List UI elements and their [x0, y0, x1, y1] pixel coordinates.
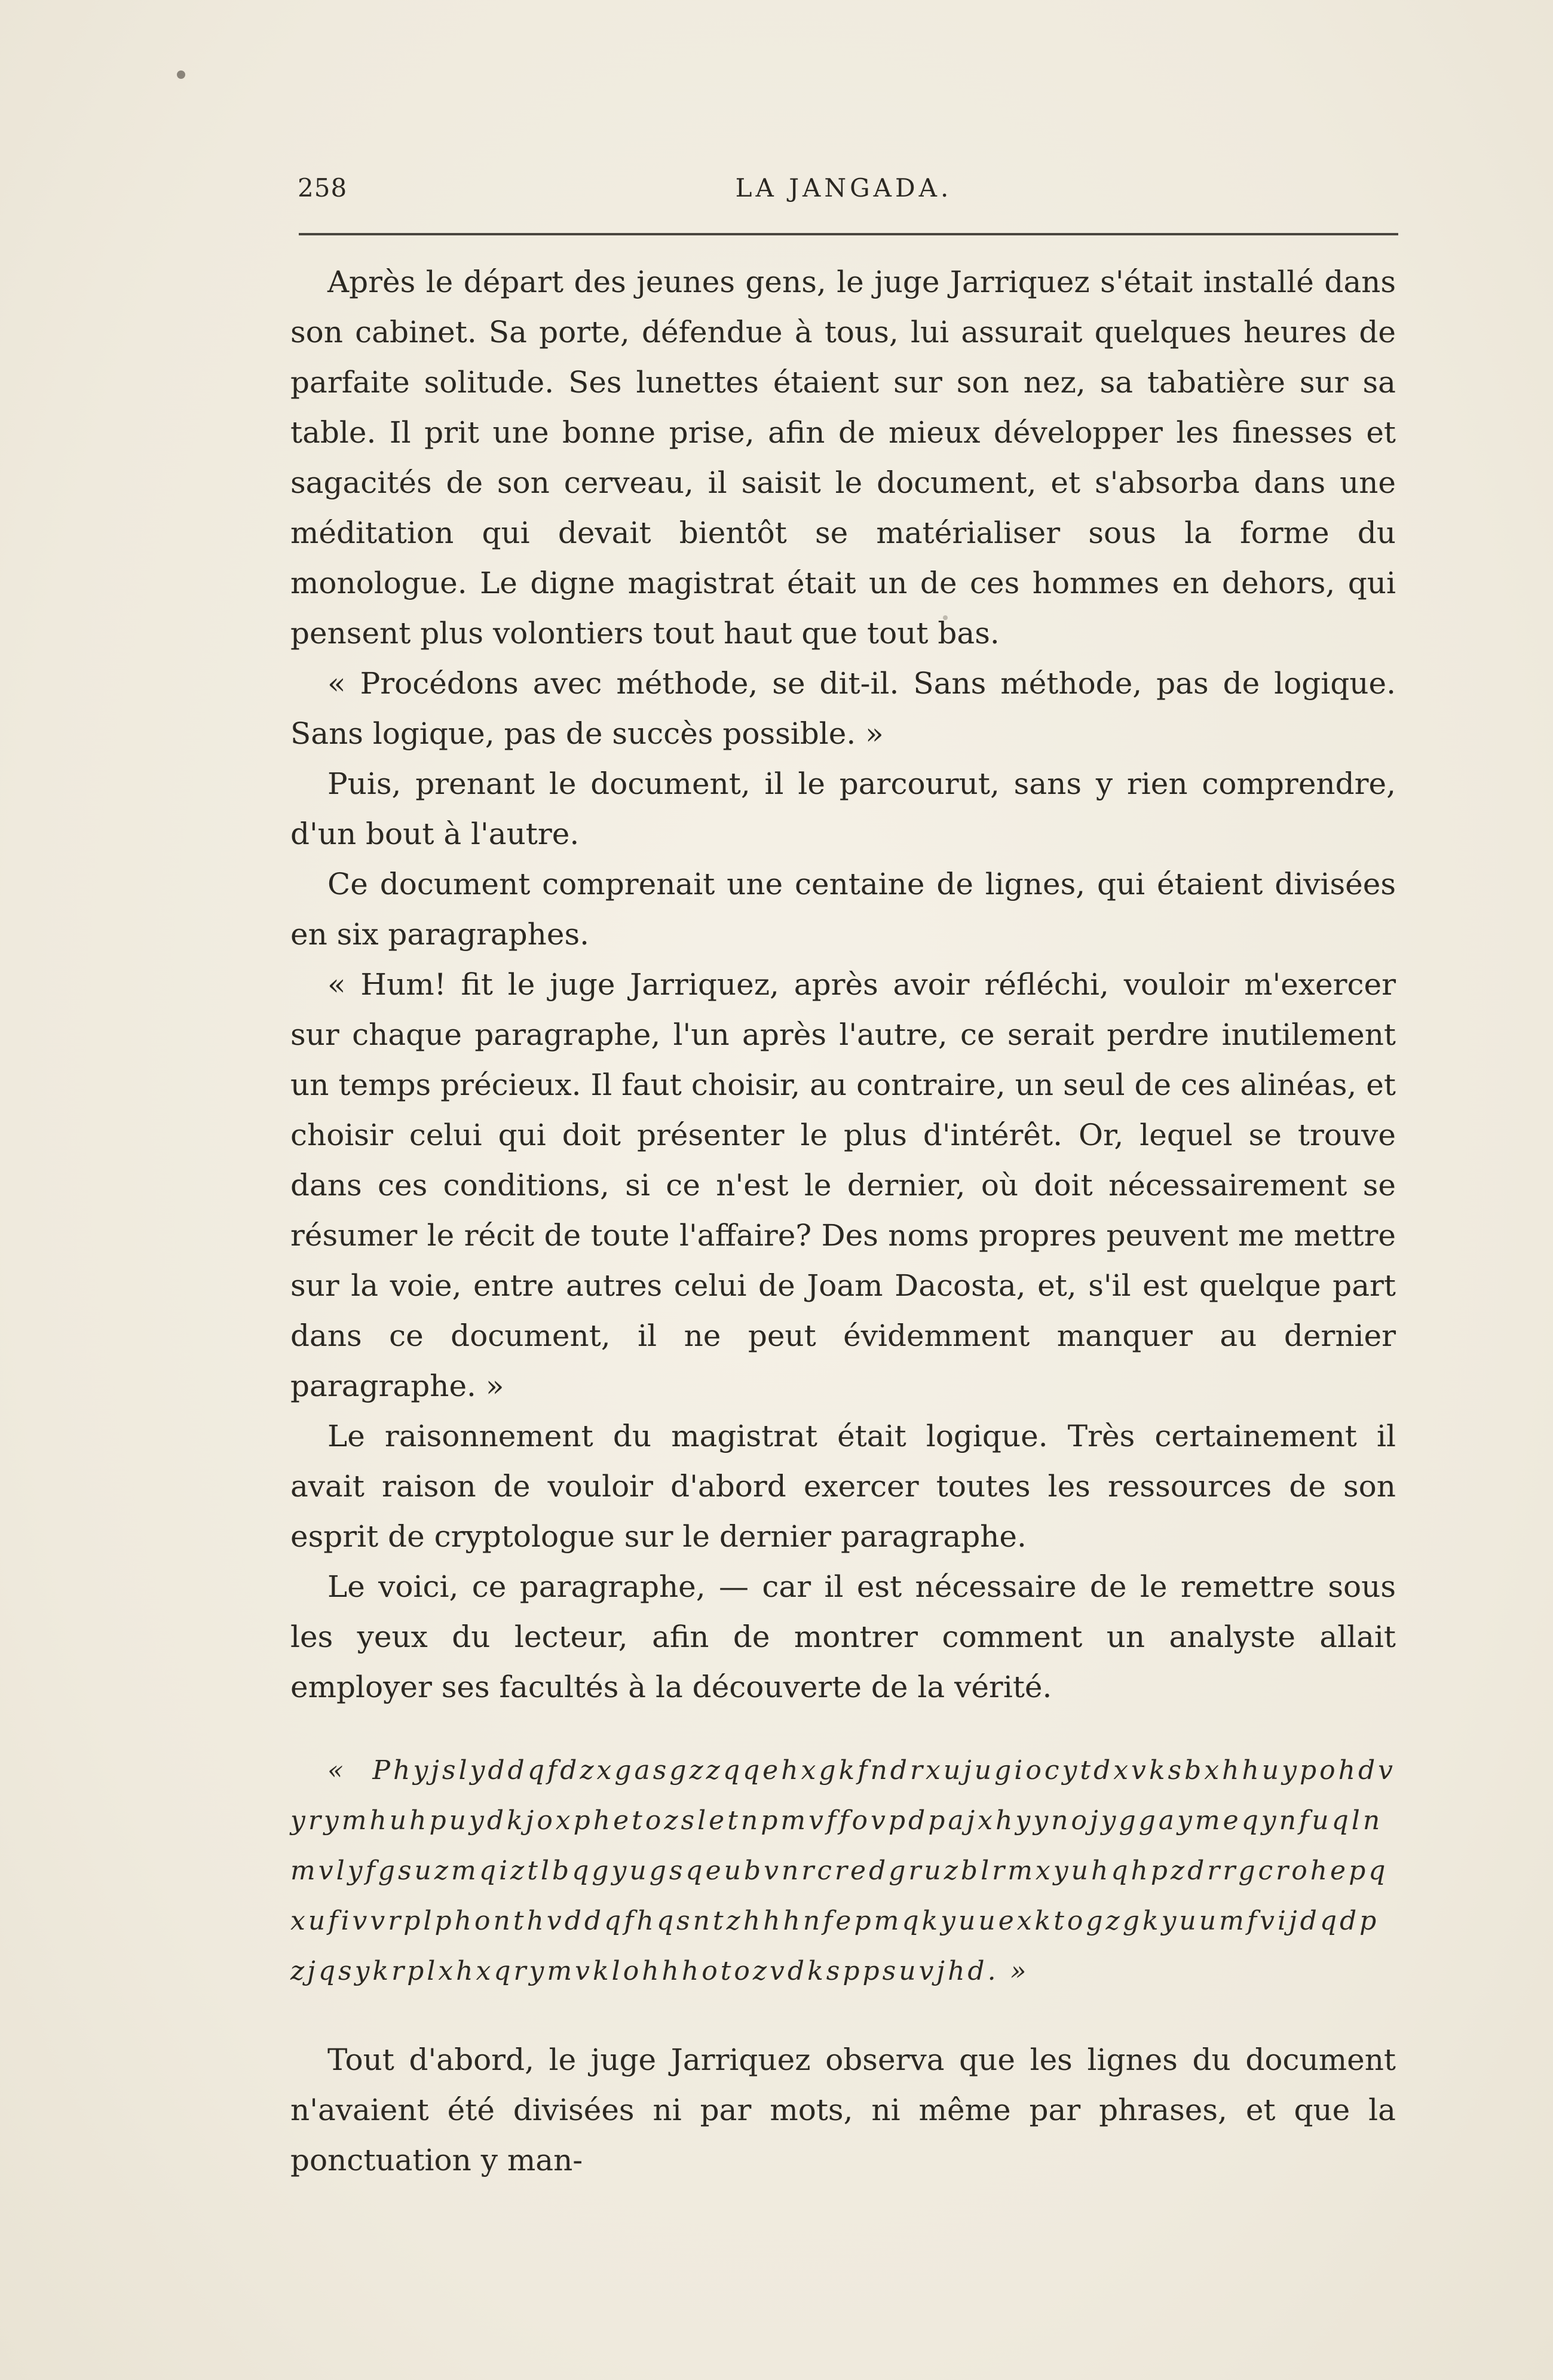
paper-speck — [177, 70, 185, 79]
page-number: 258 — [298, 173, 348, 203]
cipher-block: « Phyjslyddqfdzxgasgzzqqehxgkfndrxujugiocytdxvksbxhhuypohdvyrymhuhpuydkjoxphetozsletnpmvffovpdpajxhyynojyggaymeqynfuqlnmvlyfgsuzmqiztlbqgyugsqeubvnrcredgruzblrmxyuhqhpzdrrgcrohepqxufivvrplphonthvddqfhqsntzhhhnfepmqkyuuexktogzgkyuumfvijdqdpzjqsykrplxhxqrymvklohhhotozvdksppsuvjhd. » — [290, 1755, 1396, 1986]
paragraph: « Procédons avec méthode, se dit-il. Sans méthode, pas de logique. Sans logique, pas de succès possible. » — [290, 666, 1396, 751]
paragraph: Le raisonnement du magistrat était logique. Très certainement il avait raison de vouloir d'abord exercer toutes les ressources de son esprit de cryptologue sur le dernier paragraphe. — [290, 1419, 1396, 1554]
running-title: LA JANGADA. — [735, 173, 952, 203]
paragraph: Tout d'abord, le juge Jarriquez observa que les lignes du document n'avaient été divisées ni par mots, ni même par phrases, et que la ponctuation y man- — [290, 2042, 1396, 2177]
paragraph: Après le départ des jeunes gens, le juge Jarriquez s'était installé dans son cabinet. Sa porte, défendue à tous, lui assurait quelques heures de parfaite solitude. Ses lunettes étaient sur son nez, sa tabatière sur sa table. Il prit une bonne prise, afin de mieux développer les finesses et sagacités de son cerveau, il saisit le document, et s'absorba dans une méditation qui devait bientôt se matérialiser sous la forme du monologue. Le digne magistrat était un de ces hommes en dehors, qui pensent plus volontiers tout haut que tout bas. — [290, 265, 1396, 651]
paragraph: Ce document comprenait une centaine de lignes, qui étaient divisées en six paragraphes. — [290, 867, 1396, 952]
paragraph: « Hum! fit le juge Jarriquez, après avoir réfléchi, vouloir m'exercer sur chaque paragraphe, l'un après l'autre, ce serait perdre inutilement un temps précieux. Il faut choisir, au contraire, un seul de ces alinéas, et choisir celui qui doit présenter le plus d'intérêt. Or, lequel se trouve dans ces conditions, si ce n'est le dernier, où doit nécessairement se résumer le récit de toute l'affaire? Des noms propres peuvent me mettre sur la voie, entre autres celui de Joam Dacosta, et, s'il est quelque part dans ce document, il ne peut évidemment manquer au dernier paragraphe. » — [290, 967, 1396, 1403]
header-rule — [299, 233, 1398, 235]
paragraph: Puis, prenant le document, il le parcourut, sans y rien comprendre, d'un bout à l'autre. — [290, 766, 1396, 851]
page-header — [289, 172, 1398, 208]
body-text — [290, 257, 1396, 2185]
paragraph: Le voici, ce paragraphe, — car il est nécessaire de le remettre sous les yeux du lecteur, afin de montrer comment un analyste allait employer ses facultés à la découverte de la vérité. — [290, 1569, 1396, 1704]
